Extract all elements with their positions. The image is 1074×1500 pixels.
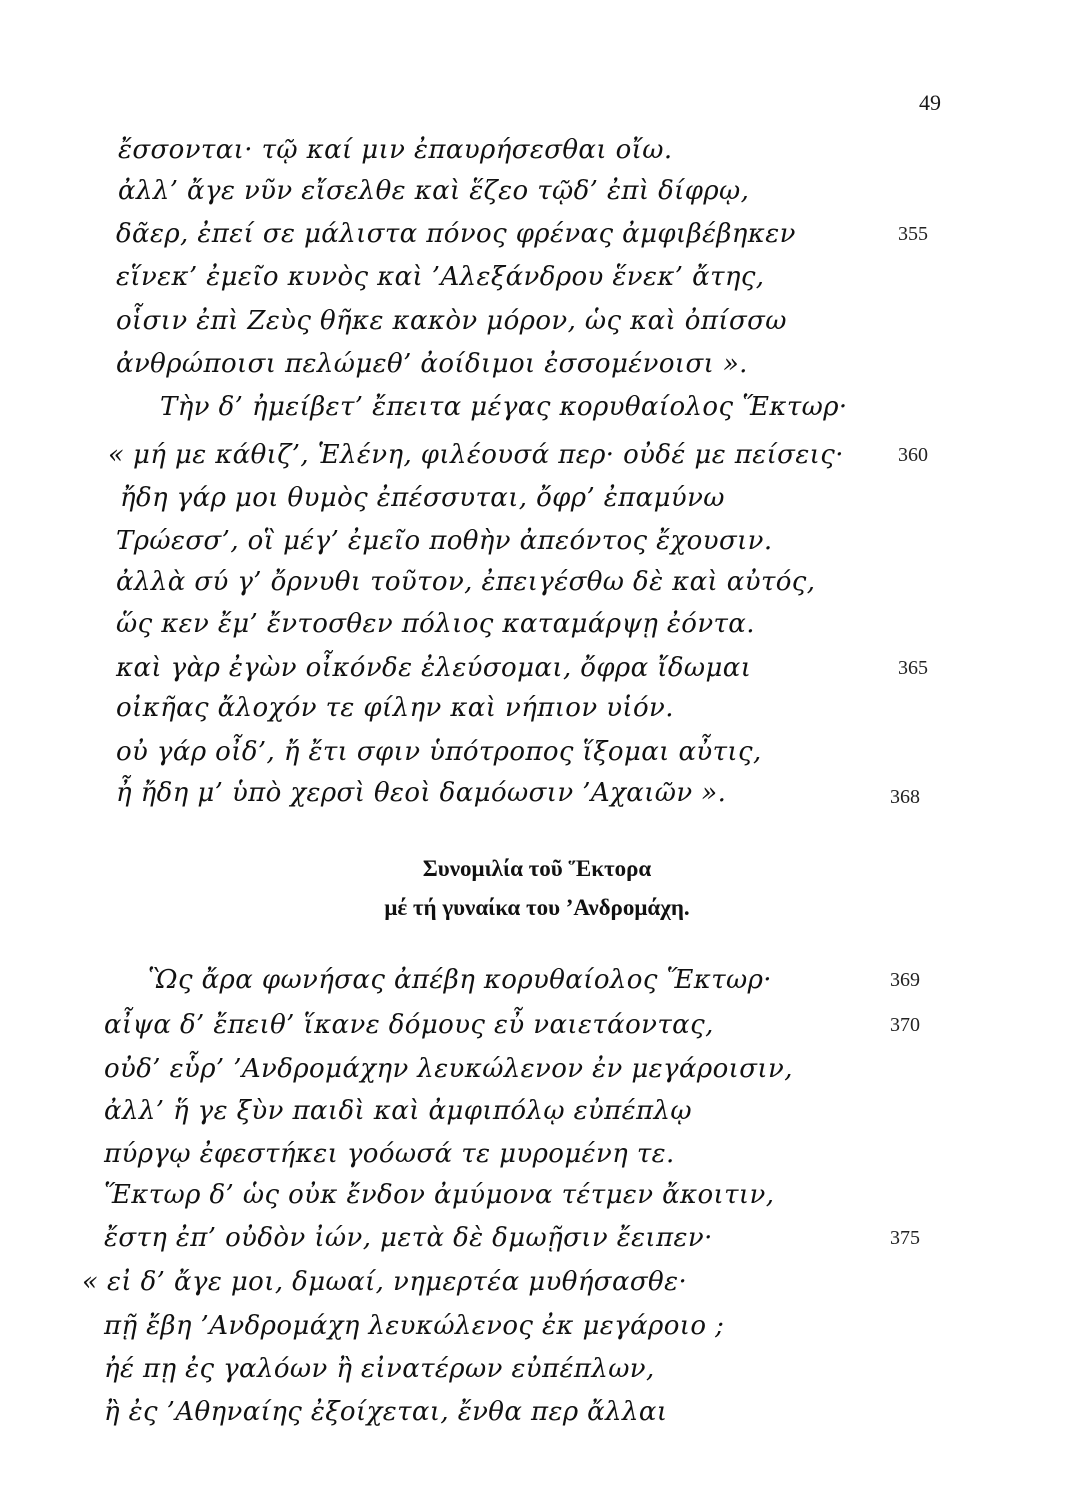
verse-text: οὐ γάρ οἶδ’, ἤ ἔτι σφιν ὑπότροπος ἵξομαι αὖτις, <box>116 737 762 767</box>
verse-text: ἤδη γάρ μοι θυμὸς ἐπέσσυται, ὄφρ’ ἐπαμύνω <box>120 483 725 513</box>
verse-line <box>0 1003 1074 1047</box>
verse-line <box>0 1390 1074 1434</box>
verse-line <box>0 519 1074 563</box>
verse-text: πύργῳ ἐφεστήκει γοόωσά τε μυρομένη τε. <box>104 1139 675 1169</box>
line-number: 375 <box>890 1227 920 1249</box>
verse-line <box>0 299 1074 343</box>
section-heading-line-2: μέ τή γυναίκα του ’Ανδρομάχη. <box>384 895 690 920</box>
verse-text: ἦ ἤδη μ’ ὑπὸ χερσὶ θεοὶ δαμόωσιν ’Αχαιῶν ». <box>116 778 727 808</box>
verse-text: ἔστη ἐπ’ οὐδὸν ἰών, μετὰ δὲ δμωῇσιν ἔειπεν· <box>104 1223 713 1253</box>
verse-text: ἀνθρώποισι πελώμεθ’ ἀοίδιμοι ἐσσομένοισι ». <box>116 349 748 379</box>
verse-line <box>0 730 1074 774</box>
verse-text: οὐδ’ εὗρ’ ’Ανδρομάχην λευκώλενον ἐν μεγάροισιν, <box>104 1054 793 1084</box>
verse-text: ἀλλὰ σύ γ’ ὄρνυθι τοῦτον, ἐπειγέσθω δὲ καὶ αὐτός, <box>116 567 816 597</box>
verse-line <box>0 646 1074 690</box>
verse-line <box>0 602 1074 646</box>
verse-text: καὶ γὰρ ἐγὼν οἶκόνδε ἐλεύσομαι, ὄφρα ἴδωμαι <box>116 653 752 683</box>
verse-text: ἢ ἐς ’Αθηναίης ἐξοίχεται, ἔνθα περ ἄλλαι <box>104 1397 668 1427</box>
verse-line <box>0 255 1074 299</box>
verse-text: οἰκῆας ἄλοχόν τε φίλην καὶ νήπιον υἱόν. <box>116 693 674 723</box>
verse-text: ἀλλ’ ἥ γε ξὺν παιδὶ καὶ ἀμφιπόλῳ εὐπέπλῳ <box>104 1096 692 1126</box>
line-number: 370 <box>890 1014 920 1036</box>
verse-text: ἠέ πῃ ἐς γαλόων ἢ εἰνατέρων εὐπέπλων, <box>104 1354 655 1384</box>
verse-text: ἔσσονται· τῷ καί μιν ἐπαυρήσεσθαι οἴω. <box>118 135 673 165</box>
page-number: 49 <box>919 90 941 115</box>
line-number: 368 <box>890 786 920 808</box>
verse-line <box>0 560 1074 604</box>
verse-text: δᾶερ, ἐπεί σε μάλιστα πόνος φρένας ἀμφιβέβηκεν <box>116 219 796 249</box>
verse-text: πῇ ἔβη ’Ανδρομάχη λευκώλενος ἐκ μεγάροιο ; <box>104 1311 725 1341</box>
verse-line <box>0 1347 1074 1391</box>
verse-text: εἵνεκ’ ἐμεῖο κυνὸς καὶ ’Αλεξάνδρου ἕνεκ’ ἄτης, <box>116 262 765 292</box>
verse-line <box>0 128 1074 172</box>
verse-line <box>0 958 1074 1002</box>
verse-line <box>0 342 1074 386</box>
verse-line <box>0 385 1074 429</box>
verse-line <box>0 1304 1074 1348</box>
line-number: 360 <box>898 444 928 466</box>
verse-text: ἀλλ’ ἄγε νῦν εἴσελθε καὶ ἕζεο τῷδ’ ἐπὶ δίφρῳ, <box>118 176 750 206</box>
verse-text: « μή με κάθιζ’, Ἑλένη, φιλέουσά περ· οὐδέ με πείσεις· <box>108 440 844 470</box>
verse-text: οἷσιν ἐπὶ Ζεὺς θῆκε κακὸν μόρον, ὡς καὶ ὀπίσσω <box>116 306 787 336</box>
verse-line <box>0 1047 1074 1091</box>
verse-line <box>0 686 1074 730</box>
verse-text: « εἰ δ’ ἄγε μοι, δμωαί, νημερτέα μυθήσασθε· <box>82 1267 688 1297</box>
line-number: 365 <box>898 657 928 679</box>
line-number: 369 <box>890 969 920 991</box>
section-heading-line-1: Συνομιλία τοῦ Ἕκτορα <box>422 856 652 881</box>
verse-text: ὥς κεν ἔμ’ ἔντοσθεν πόλιος καταμάρψῃ ἐόντα. <box>116 609 755 639</box>
verse-text: Ὣς ἄρα φωνήσας ἀπέβη κορυθαίολος Ἕκτωρ· <box>148 965 772 995</box>
verse-line <box>0 212 1074 256</box>
verse-text: Τὴν δ’ ἠμείβετ’ ἔπειτα μέγας κορυθαίολος Ἕκτωρ· <box>160 392 848 422</box>
verse-line <box>0 1132 1074 1176</box>
verse-line <box>0 476 1074 520</box>
line-number: 355 <box>898 223 928 245</box>
verse-line <box>0 1089 1074 1133</box>
verse-line <box>0 433 1074 477</box>
verse-line <box>0 1260 1074 1304</box>
verse-line <box>0 169 1074 213</box>
verse-text: Ἕκτωρ δ’ ὡς οὐκ ἔνδον ἀμύμονα τέτμεν ἄκοιτιν, <box>104 1180 775 1210</box>
verse-line <box>0 771 1074 815</box>
verse-text: Τρώεσσ’, οἳ μέγ’ ἐμεῖο ποθὴν ἀπεόντος ἔχουσιν. <box>116 526 773 556</box>
verse-line <box>0 1173 1074 1217</box>
verse-text: αἶψα δ’ ἔπειθ’ ἵκανε δόμους εὖ ναιετάοντας, <box>104 1010 714 1040</box>
verse-line <box>0 1216 1074 1260</box>
